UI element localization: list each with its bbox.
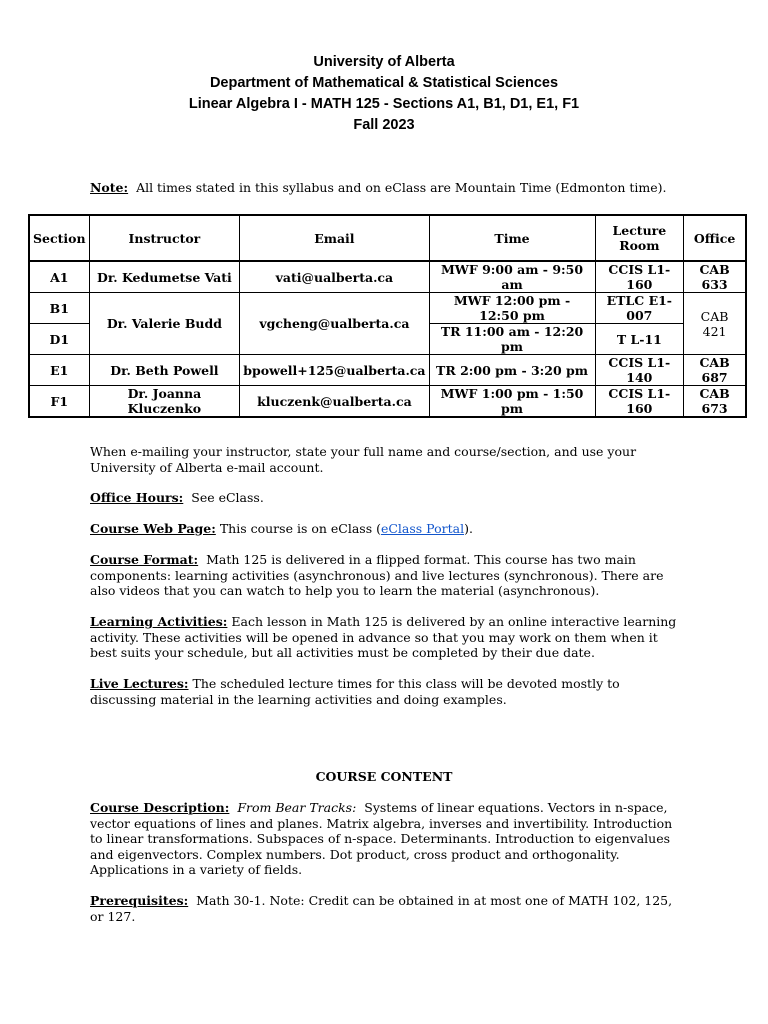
office-cell: CAB 673 bbox=[684, 386, 746, 418]
university-name: University of Alberta bbox=[313, 54, 455, 70]
section-cell: A1 bbox=[29, 261, 89, 293]
note-text: All times stated in this syllabus and on eClass are Mountain Time (Edmonton time). bbox=[136, 180, 667, 195]
office-cell: CAB 421 bbox=[684, 293, 746, 355]
email-cell: vati@ualberta.ca bbox=[240, 261, 429, 293]
time-cell: MWF 9:00 am - 9:50 am bbox=[429, 261, 595, 293]
course-format-text: Math 125 is delivered in a flipped format. This course has two main components: learning activities (asynchronous) and live lectures (synchronous). There are also videos that you can watch to help you to learn the material (asynchronous). bbox=[90, 552, 664, 598]
section-schedule-table bbox=[28, 214, 747, 418]
web-page-text: This course is on eClass ( bbox=[219, 521, 381, 536]
time-cell: TR 2:00 pm - 3:20 pm bbox=[429, 355, 595, 386]
room-cell: ETLC E1-007 bbox=[595, 293, 684, 324]
learning-activities-label: Learning Activities: bbox=[90, 614, 228, 629]
course-title: Linear Algebra I - MATH 125 - Sections A1, B1, D1, E1, F1 bbox=[188, 96, 580, 112]
room-cell: CCIS L1-160 bbox=[595, 386, 684, 418]
section-cell: D1 bbox=[29, 324, 89, 355]
office-hours-paragraph bbox=[90, 490, 680, 506]
eclass-portal-link[interactable]: eClass Portal bbox=[380, 521, 465, 536]
table-row bbox=[29, 386, 746, 418]
email-cell: vgcheng@ualberta.ca bbox=[240, 293, 429, 355]
section-cell: E1 bbox=[29, 355, 89, 386]
web-page-label: Course Web Page: bbox=[90, 521, 216, 536]
header-office: Office bbox=[684, 215, 746, 261]
email-cell: bpowell+125@ualberta.ca bbox=[240, 355, 429, 386]
room-cell: CCIS L1-160 bbox=[595, 261, 684, 293]
email-cell: kluczenk@ualberta.ca bbox=[240, 386, 429, 418]
note-label: Note: bbox=[90, 180, 129, 195]
live-lectures-label: Live Lectures: bbox=[90, 676, 189, 691]
time-cell: MWF 12:00 pm - 12:50 pm bbox=[429, 293, 595, 324]
learning-activities-paragraph bbox=[90, 614, 680, 661]
live-lectures-paragraph bbox=[90, 676, 680, 707]
table-row bbox=[29, 293, 746, 324]
course-description-label: Course Description: bbox=[90, 800, 230, 815]
course-format-paragraph bbox=[90, 552, 680, 599]
prerequisites-paragraph bbox=[90, 893, 680, 924]
time-cell: MWF 1:00 pm - 1:50 pm bbox=[429, 386, 595, 418]
office-cell: CAB 687 bbox=[684, 355, 746, 386]
course-description-paragraph bbox=[90, 800, 680, 878]
course-description-text: Systems of linear equations. Vectors in n-space, vector equations of lines and planes. Matrix algebra, inverses and invertibility. Introduction to linear transformations. Subspaces of n-space. Determinants. Introduction to eigenvalues and eigenvectors. Complex numbers. Dot product, cross product and orthogonality. Applications in a variety of fields. bbox=[90, 800, 673, 877]
table-row bbox=[29, 261, 746, 293]
instructor-cell: Dr. Kedumetse Vati bbox=[89, 261, 240, 293]
time-cell: TR 11:00 am - 12:20 pm bbox=[429, 324, 595, 355]
description-source: From Bear Tracks: bbox=[237, 800, 357, 815]
course-web-page-paragraph bbox=[90, 521, 680, 537]
instructor-cell: Dr. Valerie Budd bbox=[89, 293, 240, 355]
web-page-text-end: ). bbox=[464, 521, 473, 536]
room-cell: CCIS L1-140 bbox=[595, 355, 684, 386]
header-time: Time bbox=[429, 215, 595, 261]
room-cell: T L-11 bbox=[595, 324, 684, 355]
live-lectures-text: The scheduled lecture times for this class will be devoted mostly to discussing material in the learning activities and doing examples. bbox=[90, 676, 620, 707]
course-format-label: Course Format: bbox=[90, 552, 199, 567]
header-section: Section bbox=[29, 215, 89, 261]
prerequisites-text: Math 30-1. Note: Credit can be obtained in at most one of MATH 102, 125, or 127. bbox=[90, 893, 673, 924]
header-instructor: Instructor bbox=[89, 215, 240, 261]
document-header bbox=[0, 52, 768, 136]
learning-activities-text: Each lesson in Math 125 is delivered by an online interactive learning activity. These activities will be opened in advance so that you may work on them when it best suits your schedule, but all activities must be completed by their due date. bbox=[90, 614, 677, 660]
course-content-heading: COURSE CONTENT bbox=[315, 769, 453, 784]
office-cell: CAB 633 bbox=[684, 261, 746, 293]
table-header-row bbox=[29, 215, 746, 261]
office-hours-text: See eClass. bbox=[191, 490, 264, 505]
instructor-cell: Dr. Beth Powell bbox=[89, 355, 240, 386]
email-instructions: When e-mailing your instructor, state your full name and course/section, and use your University of Alberta e-mail account. bbox=[90, 444, 637, 475]
department-name: Department of Mathematical & Statistical Sciences bbox=[209, 75, 559, 91]
section-cell: B1 bbox=[29, 293, 89, 324]
instructor-cell: Dr. Joanna Kluczenko bbox=[89, 386, 240, 418]
table-row bbox=[29, 355, 746, 386]
office-hours-label: Office Hours: bbox=[90, 490, 184, 505]
timezone-note bbox=[90, 180, 690, 196]
section-cell: F1 bbox=[29, 386, 89, 418]
prerequisites-label: Prerequisites: bbox=[90, 893, 189, 908]
header-email: Email bbox=[240, 215, 429, 261]
header-room: Lecture Room bbox=[595, 215, 684, 261]
term: Fall 2023 bbox=[353, 117, 415, 133]
